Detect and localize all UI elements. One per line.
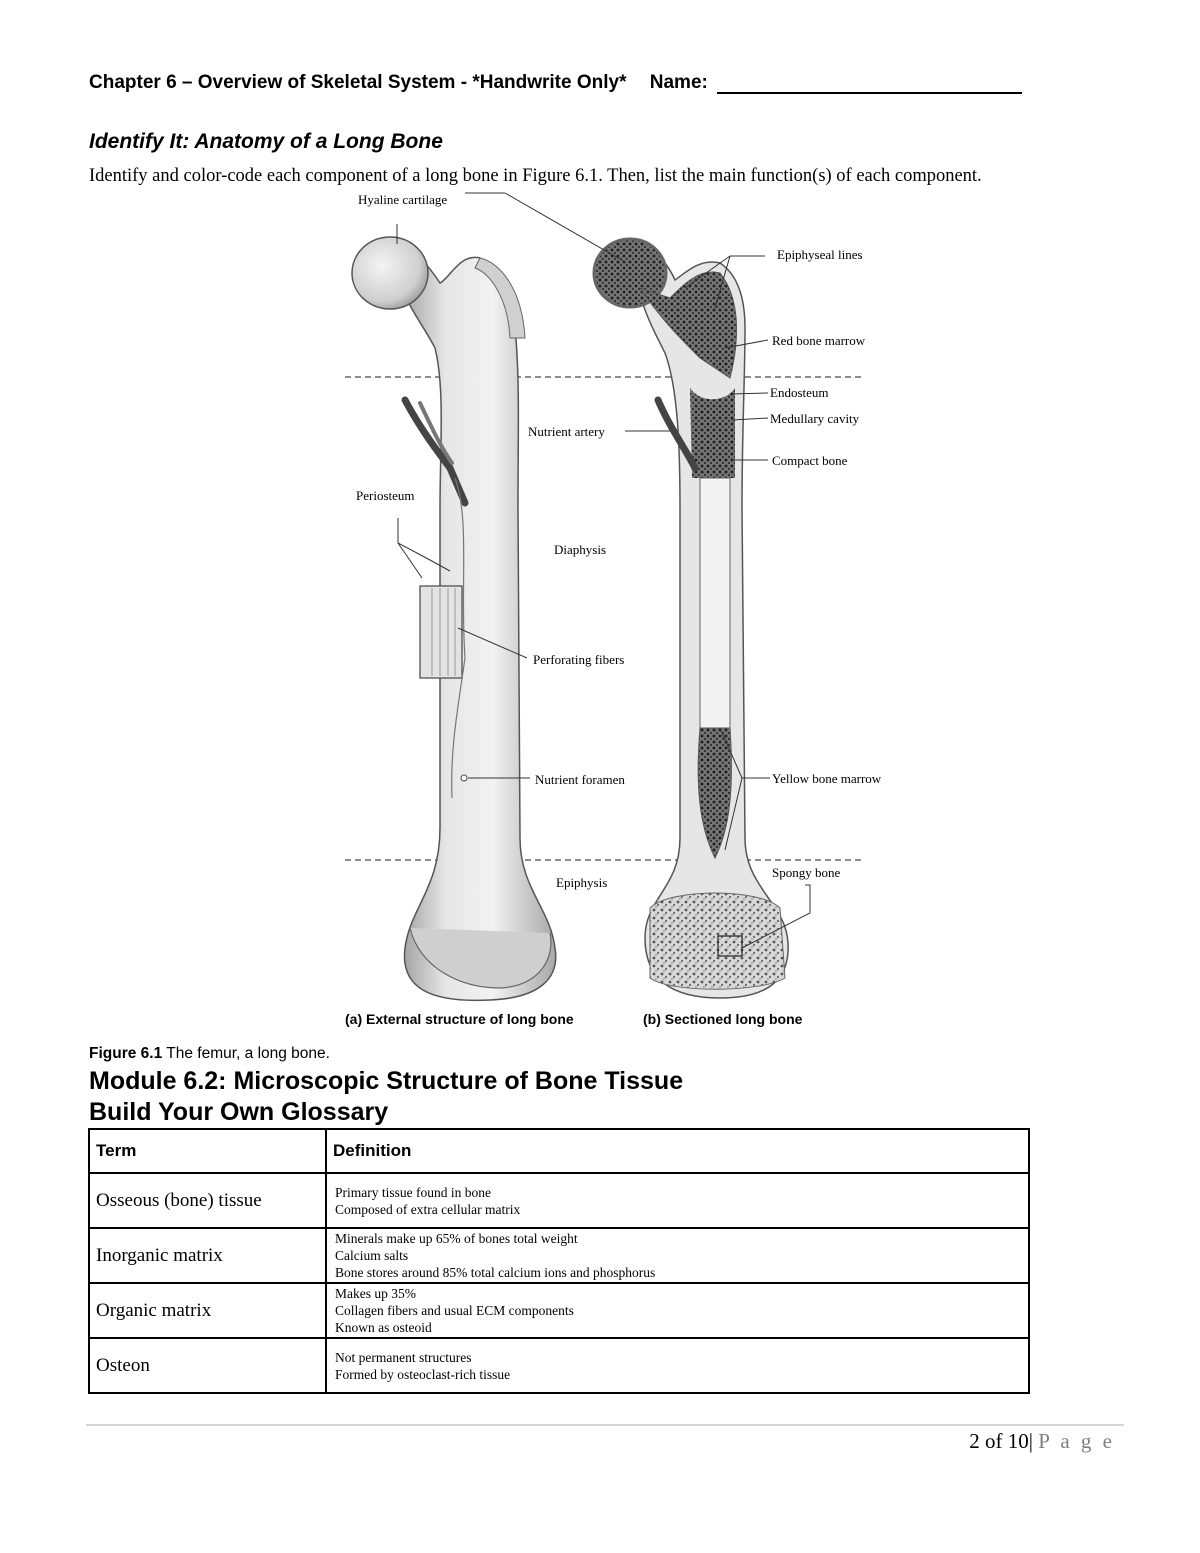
glossary-header-definition: Definition: [326, 1129, 1029, 1173]
instructions-text: Identify and color-code each component of a long bone in Figure 6.1. Then, list the main function(s) of each component.: [89, 166, 982, 186]
footer-divider: [86, 1424, 1124, 1426]
external-femur: [352, 237, 556, 1000]
page-footer: [969, 1429, 1115, 1454]
module-subtitle: Build Your Own Glossary: [89, 1098, 389, 1126]
definition-line: Not permanent structures: [335, 1349, 472, 1365]
glossary-term: Organic matrix: [89, 1283, 326, 1338]
femur-illustration: [340, 188, 940, 1038]
medullary-cavity-shape: [700, 478, 730, 728]
page-number: 2 of 10: [969, 1429, 1029, 1453]
glossary-definition[interactable]: [326, 1338, 1029, 1393]
definition-line: Composed of extra cellular matrix: [335, 1201, 521, 1217]
label-periosteum: Periosteum: [356, 488, 415, 503]
definition-line: Makes up 35%: [335, 1286, 416, 1301]
definition-line: Collagen fibers and usual ECM components: [335, 1303, 574, 1318]
label-spongy-bone: Spongy bone: [772, 865, 841, 880]
periosteum-flap: [420, 586, 462, 678]
glossary-definition[interactable]: [326, 1173, 1029, 1228]
panel-a-caption: (a) External structure of long bone: [345, 1011, 574, 1027]
label-red-bone-marrow: Red bone marrow: [772, 333, 866, 348]
page-word: P a g e: [1038, 1429, 1115, 1453]
section-title: Identify It: Anatomy of a Long Bone: [89, 130, 443, 153]
definition-line: Calcium salts: [335, 1248, 409, 1263]
name-label: Name:: [649, 72, 708, 93]
panel-b-caption: (b) Sectioned long bone: [643, 1011, 803, 1027]
label-diaphysis: Diaphysis: [554, 542, 606, 557]
label-compact-bone: Compact bone: [772, 453, 848, 468]
definition-line: Minerals make up 65% of bones total weight: [335, 1231, 578, 1246]
label-nutrient-foramen: Nutrient foramen: [535, 772, 625, 787]
figure-caption: [89, 1045, 330, 1063]
glossary-definition[interactable]: [326, 1283, 1029, 1338]
label-epiphysis: Epiphysis: [556, 875, 608, 890]
page-header: [89, 72, 1022, 94]
glossary-term: Inorganic matrix: [89, 1228, 326, 1283]
table-row: [89, 1283, 1029, 1338]
definition-line: Known as osteoid: [335, 1320, 432, 1335]
label-yellow-bone-marrow: Yellow bone marrow: [772, 771, 882, 786]
glossary-header-term: Term: [89, 1129, 326, 1173]
figure-caption-label: Figure 6.1: [89, 1045, 163, 1062]
glossary-definition[interactable]: [326, 1228, 1029, 1283]
table-row: [89, 1173, 1029, 1228]
label-endosteum: Endosteum: [770, 385, 829, 400]
figure-caption-text: The femur, a long bone.: [166, 1045, 330, 1062]
definition-line: Bone stores around 85% total calcium ions and phosphorus: [335, 1265, 656, 1280]
definition-line: Formed by osteoclast-rich tissue: [335, 1366, 511, 1382]
glossary-header-row: [89, 1129, 1029, 1173]
table-row: [89, 1228, 1029, 1283]
definition-line: Primary tissue found in bone: [335, 1184, 491, 1200]
glossary-table: [88, 1128, 1030, 1394]
label-nutrient-artery: Nutrient artery: [528, 424, 605, 439]
sectioned-femur: [594, 239, 788, 998]
label-epiphyseal-lines: Epiphyseal lines: [777, 247, 863, 262]
page-separator: |: [1028, 1429, 1033, 1453]
chapter-title: Chapter 6 – Overview of Skeletal System - *Handwrite Only*: [89, 72, 627, 93]
label-perforating-fibers: Perforating fibers: [533, 652, 625, 667]
module-title: Module 6.2: Microscopic Structure of Bone Tissue: [89, 1067, 684, 1095]
label-medullary-cavity: Medullary cavity: [770, 411, 860, 426]
glossary-term: Osseous (bone) tissue: [89, 1173, 326, 1228]
glossary-term: Osteon: [89, 1338, 326, 1393]
name-blank-line[interactable]: [717, 74, 1022, 94]
table-row: [89, 1338, 1029, 1393]
femoral-head: [352, 237, 428, 309]
label-hyaline-cartilage: Hyaline cartilage: [358, 192, 448, 207]
long-bone-figure: [340, 188, 940, 1038]
module-heading: [89, 1066, 683, 1128]
